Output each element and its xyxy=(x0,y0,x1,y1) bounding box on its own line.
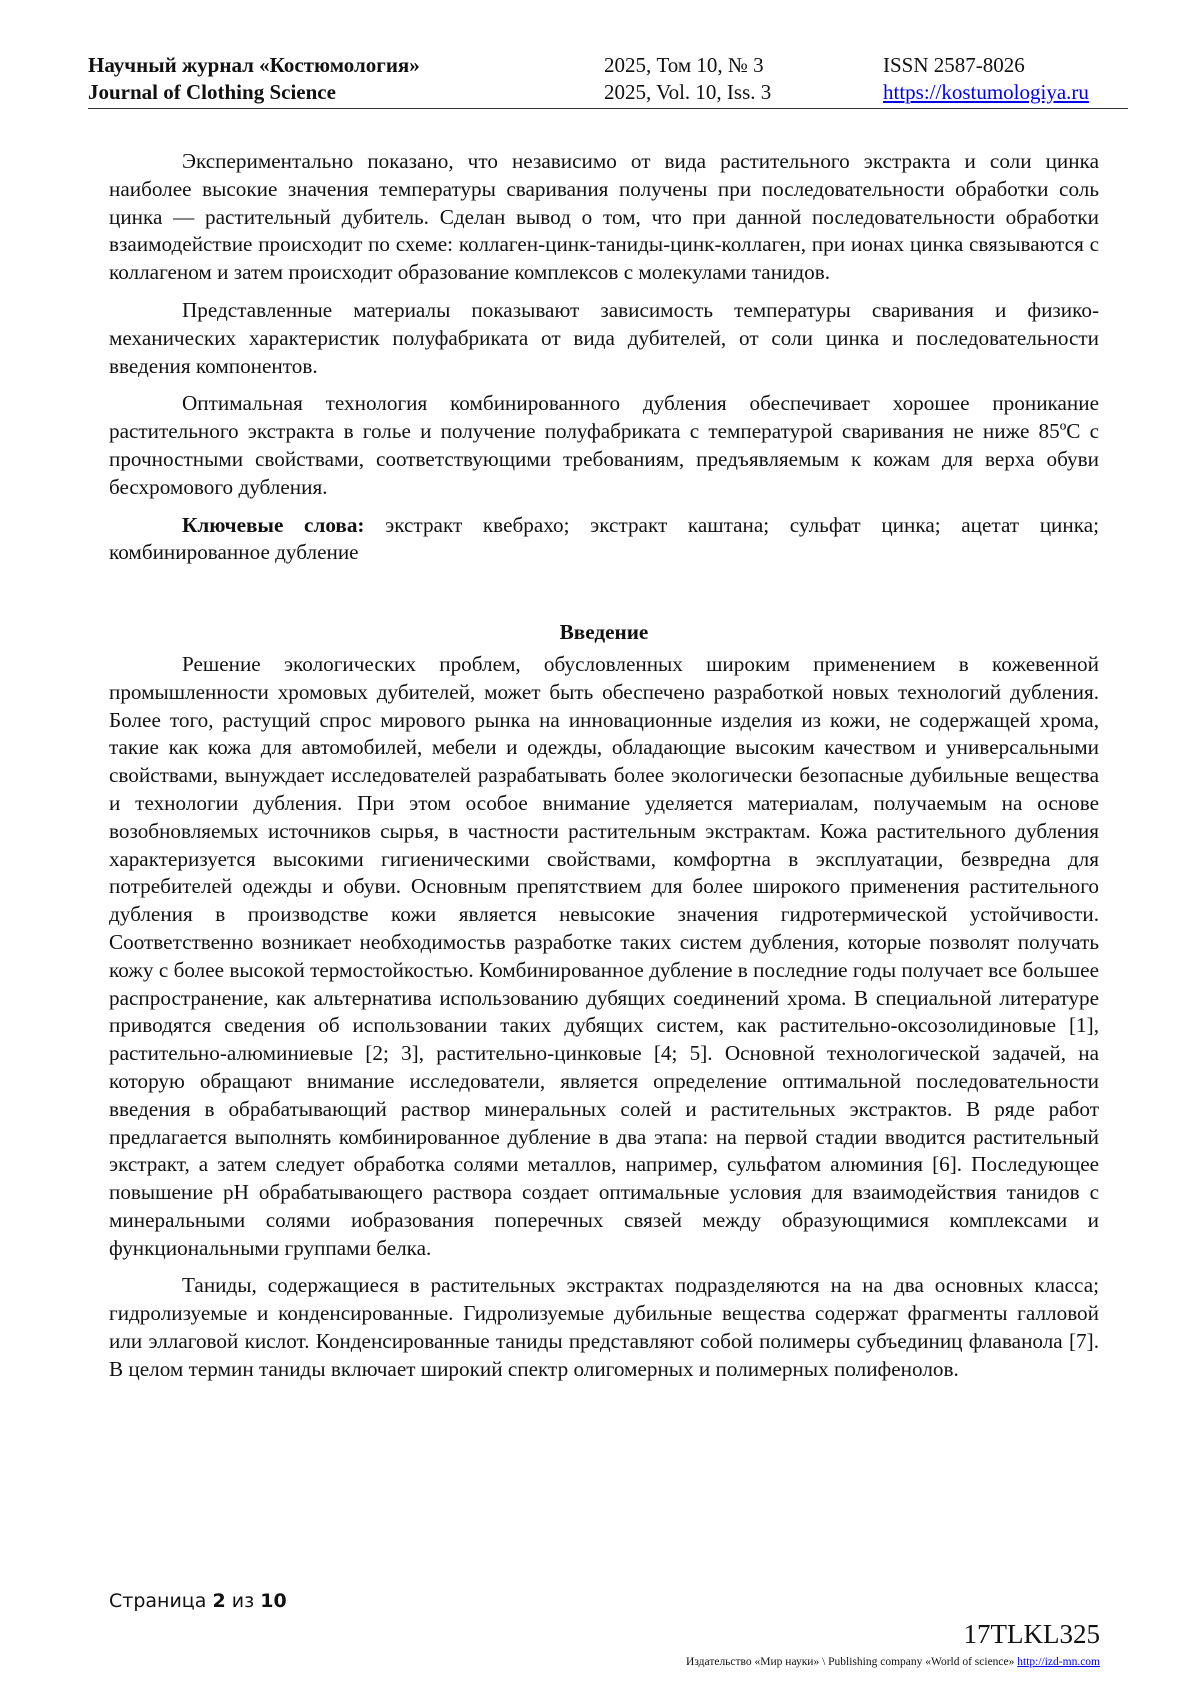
abstract-paragraph-3: Оптимальная технология комбинированного дубления обеспечивает хорошее проникание растительного экстракта в голье и получение полуфабриката с температурой сваривания не ниже 85ºС с прочностными свойствами, соответствующими требованиям, предъявляемым к кожам для верха обуви бесхромового дубления. xyxy=(109,391,1099,499)
page-of: из xyxy=(231,1590,255,1612)
abstract-paragraph-2: Представленные материалы показывают зависимость температуры сваривания и физико-механических характеристик полуфабриката от вида дубителей, от соли цинка и последовательности введения компонентов. xyxy=(109,297,1099,378)
publisher-text: Издательство «Мир науки» \ Publishing company «World of science» xyxy=(686,1656,1015,1668)
issue-info-en: 2025, Vol. 10, Iss. 3 xyxy=(604,80,772,104)
journal-title-ru: Научный журнал «Костюмология» xyxy=(88,53,420,77)
issue-info-block xyxy=(604,52,771,106)
page-total: 10 xyxy=(260,1590,287,1612)
issue-info-ru: 2025, Том 10, № 3 xyxy=(604,53,764,77)
publisher-line xyxy=(686,1655,1100,1669)
publisher-link[interactable]: http://izd-mn.com xyxy=(1017,1656,1100,1668)
page-content xyxy=(109,148,1099,1394)
journal-url-link[interactable]: https://kostumologiya.ru xyxy=(883,80,1089,104)
journal-title-block xyxy=(88,52,420,106)
intro-paragraph-2: Таниды, содержащиеся в растительных экстрактах подразделяются на на два основных класса; гидролизуемые и конденсированные. Гидролизуемые дубильные вещества содержат фрагменты галловой или эллаговой кислот. Конденсированные таниды представляют собой полимеры субъединиц флаванола [7]. В целом термин таниды включает широкий спектр олигомерных и полимерных полифенолов. xyxy=(109,1273,1099,1381)
abstract xyxy=(109,148,1099,567)
page-number xyxy=(109,1589,287,1613)
page-word: Страница xyxy=(109,1590,207,1612)
keywords-text: экстракт квебрахо; экстракт каштана; сульфат цинка; ацетат цинка; комбинированное дубление xyxy=(109,512,1099,565)
page-current: 2 xyxy=(212,1590,226,1612)
keywords-label: Ключевые слова: xyxy=(182,512,365,537)
journal-title-en: Journal of Clothing Science xyxy=(88,80,336,104)
issn: ISSN 2587-8026 xyxy=(883,53,1025,77)
keywords xyxy=(109,512,1099,568)
article-code: 17TLKL325 xyxy=(963,1619,1100,1649)
issn-block xyxy=(883,52,1089,106)
introduction-section xyxy=(109,651,1099,1384)
page-header xyxy=(88,52,1128,109)
abstract-paragraph-1: Экспериментально показано, что независимо от вида растительного экстракта и соли цинка наиболее высокие значения температуры сваривания получены при последовательности обработки соль цинка — растительный дубитель. Сделан вывод о том, что при данной последовательности обработки взаимодействие происходит по схеме: коллаген-цинк-таниды-цинк-коллаген, при ионах цинка связываются с коллагеном и затем происходит образование комплексов с молекулами танидов. xyxy=(109,149,1099,285)
section-heading-introduction: Введение xyxy=(559,620,649,645)
intro-paragraph-1: Решение экологических проблем, обусловленных широким применением в кожевенной промышленности хромовых дубителей, может быть обеспечено разработкой новых технологий дубления. Более того, растущий спрос мирового рынка на инновационные изделия из кожи, не содержащей хрома, такие как кожа для автомобилей, мебели и одежды, обладающие высоким качеством и универсальными свойствами, вынуждает исследователей разрабатывать более экологически безопасные дубильные вещества и технологии дубления. При этом особое внимание уделяется материалам, получаемым на основе возобновляемых источников сырья, в частности растительным экстрактам. Кожа растительного дубления характеризуется высокими гигиеническими свойствами, комфортна в эксплуатации, безвредна для потребителей одежды и обуви. Основным препятствием для более широкого применения растительного дубления в производстве кожи является невысокие значения гидротермической устойчивости. Соответственно возникает необходимостьв разработке таких систем дубления, которые позволят получать кожу с более высокой термостойкостью. Комбинированное дубление в последние годы получает все большее распространение, как альтернатива использованию дубящих соединений хрома. В специальной литературе приводятся сведения об использовании таких дубящих систем, как растительно-оксозолидиновые [1], растительно-алюминиевые [2; 3], растительно-цинковые [4; 5]. Основной технологической задачей, на которую обращают внимание исследователи, является определение оптимальной последовательности введения в обрабатывающий раствор минеральных солей и растительных экстрактов. В ряде работ предлагается выполнять комбинированное дубление в два этапа: на первой стадии вводится растительный экстракт, а затем следует обработка солями металлов, например, сульфатом алюминия [6]. Последующее повышение рН обрабатывающего раствора создает оптимальные условия для взаимодействия танидов с минеральными солями иобразования поперечных связей между образующимися комплексами и функциональными группами белка. xyxy=(109,651,1099,1260)
